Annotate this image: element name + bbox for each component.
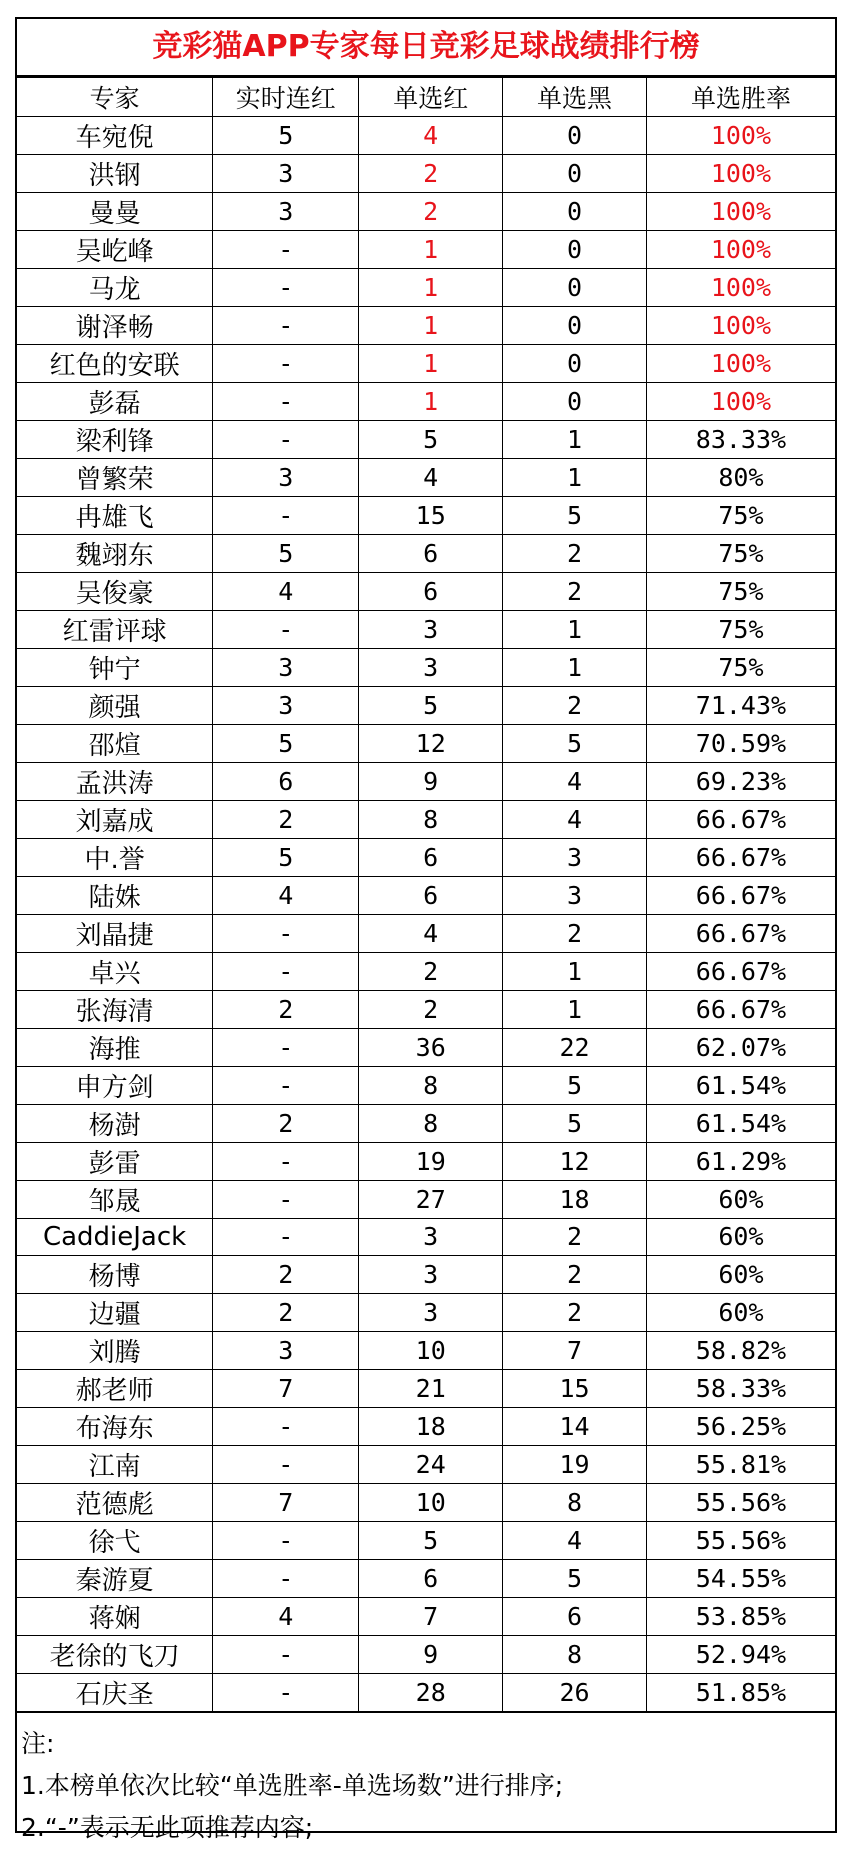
single-red-cell: 4 — [359, 915, 503, 953]
single-black-cell: 2 — [503, 1293, 647, 1331]
single-black-cell: 2 — [503, 687, 647, 725]
streak-cell: - — [213, 269, 359, 307]
win-rate-cell: 66.67% — [646, 991, 835, 1029]
single-black-cell: 8 — [503, 1635, 647, 1673]
win-rate-cell: 61.29% — [646, 1143, 835, 1181]
expert-name-cell: 卓兴 — [17, 953, 213, 991]
col-header-win-rate: 单选胜率 — [646, 78, 835, 117]
expert-name-cell: 吴屹峰 — [17, 231, 213, 269]
table-row — [17, 383, 835, 421]
single-black-cell: 2 — [503, 1255, 647, 1293]
expert-name-cell: 颜强 — [17, 687, 213, 725]
streak-cell: - — [213, 1067, 359, 1105]
expert-name-cell: 秦游夏 — [17, 1559, 213, 1597]
win-rate-cell: 69.23% — [646, 763, 835, 801]
single-red-cell: 3 — [359, 611, 503, 649]
single-red-cell: 3 — [359, 1293, 503, 1331]
expert-name-cell: 杨博 — [17, 1255, 213, 1293]
streak-cell: 3 — [213, 459, 359, 497]
table-row — [17, 1673, 835, 1712]
win-rate-cell: 80% — [646, 459, 835, 497]
win-rate-cell: 53.85% — [646, 1597, 835, 1635]
single-red-cell: 5 — [359, 687, 503, 725]
table-row — [17, 915, 835, 953]
single-black-cell: 1 — [503, 459, 647, 497]
expert-name-cell: 蒋娴 — [17, 1597, 213, 1635]
single-red-cell: 19 — [359, 1143, 503, 1181]
single-black-cell: 1 — [503, 953, 647, 991]
single-red-cell: 2 — [359, 953, 503, 991]
table-row — [17, 459, 835, 497]
single-black-cell: 2 — [503, 573, 647, 611]
single-red-cell: 4 — [359, 459, 503, 497]
single-red-cell: 2 — [359, 155, 503, 193]
single-red-cell: 4 — [359, 117, 503, 155]
table-row — [17, 877, 835, 915]
table-row — [17, 345, 835, 383]
table-row — [17, 1105, 835, 1143]
streak-cell: 6 — [213, 763, 359, 801]
table-row — [17, 307, 835, 345]
streak-cell: - — [213, 497, 359, 535]
expert-name-cell: 车宛倪 — [17, 117, 213, 155]
single-black-cell: 8 — [503, 1483, 647, 1521]
win-rate-cell: 75% — [646, 497, 835, 535]
single-red-cell: 3 — [359, 1219, 503, 1256]
table-row — [17, 801, 835, 839]
expert-name-cell: 邹晟 — [17, 1181, 213, 1219]
single-black-cell: 0 — [503, 383, 647, 421]
col-header-expert: 专家 — [17, 78, 213, 117]
single-black-cell: 4 — [503, 763, 647, 801]
single-red-cell: 6 — [359, 839, 503, 877]
single-black-cell: 19 — [503, 1445, 647, 1483]
expert-name-cell: 马龙 — [17, 269, 213, 307]
table-row — [17, 193, 835, 231]
table-row — [17, 1181, 835, 1219]
table-row — [17, 1331, 835, 1369]
expert-name-cell: 海推 — [17, 1029, 213, 1067]
expert-name-cell: 徐弋 — [17, 1521, 213, 1559]
table-row — [17, 1407, 835, 1445]
table-row — [17, 1445, 835, 1483]
table-row — [17, 497, 835, 535]
expert-name-cell: 老徐的飞刀 — [17, 1635, 213, 1673]
win-rate-cell: 70.59% — [646, 725, 835, 763]
expert-name-cell: 红色的安联 — [17, 345, 213, 383]
expert-name-cell: 邵煊 — [17, 725, 213, 763]
win-rate-cell: 51.85% — [646, 1673, 835, 1712]
expert-name-cell: 张海清 — [17, 991, 213, 1029]
table-row — [17, 953, 835, 991]
single-black-cell: 12 — [503, 1143, 647, 1181]
table-row — [17, 573, 835, 611]
expert-name-cell: 刘腾 — [17, 1331, 213, 1369]
table-row — [17, 763, 835, 801]
streak-cell: - — [213, 383, 359, 421]
single-black-cell: 5 — [503, 1067, 647, 1105]
table-body — [17, 117, 835, 1712]
single-black-cell: 2 — [503, 1219, 647, 1256]
single-red-cell: 18 — [359, 1407, 503, 1445]
single-red-cell: 6 — [359, 535, 503, 573]
single-red-cell: 36 — [359, 1029, 503, 1067]
streak-cell: 3 — [213, 193, 359, 231]
table-row — [17, 1369, 835, 1407]
win-rate-cell: 100% — [646, 269, 835, 307]
single-black-cell: 6 — [503, 1597, 647, 1635]
table-row — [17, 687, 835, 725]
table-row — [17, 155, 835, 193]
table-row — [17, 1635, 835, 1673]
streak-cell: 5 — [213, 725, 359, 763]
win-rate-cell: 62.07% — [646, 1029, 835, 1067]
single-red-cell: 9 — [359, 763, 503, 801]
streak-cell: 2 — [213, 1255, 359, 1293]
expert-name-cell: 中.誉 — [17, 839, 213, 877]
win-rate-cell: 56.25% — [646, 1407, 835, 1445]
table-row — [17, 1029, 835, 1067]
single-black-cell: 5 — [503, 725, 647, 763]
table-row — [17, 117, 835, 155]
win-rate-cell: 54.55% — [646, 1559, 835, 1597]
streak-cell: - — [213, 307, 359, 345]
single-red-cell: 5 — [359, 421, 503, 459]
single-black-cell: 5 — [503, 1105, 647, 1143]
streak-cell: - — [213, 1445, 359, 1483]
win-rate-cell: 66.67% — [646, 801, 835, 839]
table-row — [17, 231, 835, 269]
streak-cell: 3 — [213, 155, 359, 193]
win-rate-cell: 83.33% — [646, 421, 835, 459]
table-row — [17, 1597, 835, 1635]
win-rate-cell: 71.43% — [646, 687, 835, 725]
single-red-cell: 2 — [359, 193, 503, 231]
expert-name-cell: 曾繁荣 — [17, 459, 213, 497]
streak-cell: 2 — [213, 1105, 359, 1143]
single-black-cell: 2 — [503, 915, 647, 953]
single-red-cell: 1 — [359, 231, 503, 269]
streak-cell: 7 — [213, 1483, 359, 1521]
single-black-cell: 1 — [503, 649, 647, 687]
single-red-cell: 3 — [359, 1255, 503, 1293]
expert-name-cell: 范德彪 — [17, 1483, 213, 1521]
expert-name-cell: 孟洪涛 — [17, 763, 213, 801]
expert-name-cell: 申方剑 — [17, 1067, 213, 1105]
table-row — [17, 611, 835, 649]
single-red-cell: 10 — [359, 1331, 503, 1369]
streak-cell: 2 — [213, 801, 359, 839]
single-red-cell: 5 — [359, 1521, 503, 1559]
streak-cell: 7 — [213, 1369, 359, 1407]
notes-line-2: 2.“-”表示无此项推荐内容; — [21, 1812, 314, 1842]
expert-name-cell: 洪钢 — [17, 155, 213, 193]
win-rate-cell: 100% — [646, 117, 835, 155]
win-rate-cell: 100% — [646, 345, 835, 383]
table-row — [17, 839, 835, 877]
single-black-cell: 4 — [503, 801, 647, 839]
streak-cell: - — [213, 1673, 359, 1712]
streak-cell: - — [213, 1521, 359, 1559]
win-rate-cell: 100% — [646, 307, 835, 345]
win-rate-cell: 66.67% — [646, 839, 835, 877]
single-red-cell: 6 — [359, 877, 503, 915]
win-rate-cell: 100% — [646, 231, 835, 269]
win-rate-cell: 60% — [646, 1181, 835, 1219]
table-row — [17, 1521, 835, 1559]
single-black-cell: 1 — [503, 611, 647, 649]
win-rate-cell: 66.67% — [646, 953, 835, 991]
streak-cell: 4 — [213, 877, 359, 915]
streak-cell: - — [213, 1219, 359, 1256]
table-row — [17, 1255, 835, 1293]
win-rate-cell: 75% — [646, 649, 835, 687]
win-rate-cell: 60% — [646, 1255, 835, 1293]
single-red-cell: 27 — [359, 1181, 503, 1219]
notes-line-1: 1.本榜单依次比较“单选胜率-单选场数”进行排序; — [21, 1770, 564, 1800]
single-black-cell: 4 — [503, 1521, 647, 1559]
single-black-cell: 0 — [503, 269, 647, 307]
expert-name-cell: 彭雷 — [17, 1143, 213, 1181]
table-row — [17, 1293, 835, 1331]
expert-name-cell: 谢泽畅 — [17, 307, 213, 345]
win-rate-cell: 60% — [646, 1293, 835, 1331]
win-rate-cell: 55.56% — [646, 1483, 835, 1521]
single-red-cell: 15 — [359, 497, 503, 535]
single-black-cell: 5 — [503, 1559, 647, 1597]
win-rate-cell: 58.82% — [646, 1331, 835, 1369]
expert-name-cell: 石庆圣 — [17, 1673, 213, 1712]
table-row — [17, 421, 835, 459]
table-row — [17, 1143, 835, 1181]
single-black-cell: 18 — [503, 1181, 647, 1219]
single-red-cell: 1 — [359, 269, 503, 307]
streak-cell: 2 — [213, 991, 359, 1029]
expert-name-cell: 梁利锋 — [17, 421, 213, 459]
table-header-row — [17, 78, 835, 117]
streak-cell: - — [213, 1143, 359, 1181]
streak-cell: 3 — [213, 687, 359, 725]
streak-cell: - — [213, 1635, 359, 1673]
streak-cell: 2 — [213, 1293, 359, 1331]
single-black-cell: 15 — [503, 1369, 647, 1407]
single-black-cell: 1 — [503, 421, 647, 459]
streak-cell: - — [213, 1407, 359, 1445]
single-black-cell: 0 — [503, 193, 647, 231]
col-header-single-black: 单选黑 — [503, 78, 647, 117]
ranking-sheet — [15, 17, 837, 1842]
win-rate-cell: 61.54% — [646, 1105, 835, 1143]
expert-name-cell: 布海东 — [17, 1407, 213, 1445]
single-red-cell: 2 — [359, 991, 503, 1029]
single-black-cell: 26 — [503, 1673, 647, 1712]
table-row — [17, 1559, 835, 1597]
win-rate-cell: 60% — [646, 1219, 835, 1256]
streak-cell: - — [213, 611, 359, 649]
single-black-cell: 0 — [503, 155, 647, 193]
win-rate-cell: 66.67% — [646, 877, 835, 915]
win-rate-cell: 100% — [646, 383, 835, 421]
streak-cell: 4 — [213, 573, 359, 611]
streak-cell: - — [213, 1029, 359, 1067]
single-black-cell: 2 — [503, 535, 647, 573]
single-red-cell: 1 — [359, 345, 503, 383]
table-row — [17, 649, 835, 687]
single-black-cell: 7 — [503, 1331, 647, 1369]
single-black-cell: 14 — [503, 1407, 647, 1445]
single-black-cell: 3 — [503, 839, 647, 877]
win-rate-cell: 58.33% — [646, 1369, 835, 1407]
streak-cell: 4 — [213, 1597, 359, 1635]
single-black-cell: 3 — [503, 877, 647, 915]
win-rate-cell: 75% — [646, 573, 835, 611]
win-rate-cell: 52.94% — [646, 1635, 835, 1673]
col-header-single-red: 单选红 — [359, 78, 503, 117]
single-black-cell: 0 — [503, 231, 647, 269]
table-row — [17, 1067, 835, 1105]
single-red-cell: 8 — [359, 1067, 503, 1105]
expert-name-cell: CaddieJack — [17, 1219, 213, 1256]
notes-heading: 注: — [21, 1728, 55, 1758]
streak-cell: - — [213, 345, 359, 383]
single-red-cell: 8 — [359, 1105, 503, 1143]
streak-cell: - — [213, 231, 359, 269]
single-black-cell: 22 — [503, 1029, 647, 1067]
expert-name-cell: 钟宁 — [17, 649, 213, 687]
single-red-cell: 1 — [359, 383, 503, 421]
single-red-cell: 12 — [359, 725, 503, 763]
single-red-cell: 8 — [359, 801, 503, 839]
streak-cell: 5 — [213, 839, 359, 877]
single-black-cell: 1 — [503, 991, 647, 1029]
single-red-cell: 24 — [359, 1445, 503, 1483]
table-row — [17, 991, 835, 1029]
expert-name-cell: 魏翊东 — [17, 535, 213, 573]
streak-cell: - — [213, 421, 359, 459]
ranking-table — [17, 77, 835, 1713]
col-header-streak: 实时连红 — [213, 78, 359, 117]
notes — [17, 1713, 835, 1849]
win-rate-cell: 100% — [646, 193, 835, 231]
single-red-cell: 21 — [359, 1369, 503, 1407]
streak-cell: - — [213, 915, 359, 953]
single-red-cell: 1 — [359, 307, 503, 345]
expert-name-cell: 红雷评球 — [17, 611, 213, 649]
streak-cell: 5 — [213, 535, 359, 573]
single-red-cell: 6 — [359, 1559, 503, 1597]
win-rate-cell: 75% — [646, 611, 835, 649]
single-red-cell: 10 — [359, 1483, 503, 1521]
win-rate-cell: 66.67% — [646, 915, 835, 953]
streak-cell: - — [213, 1181, 359, 1219]
single-red-cell: 9 — [359, 1635, 503, 1673]
streak-cell: - — [213, 953, 359, 991]
table-row — [17, 1219, 835, 1256]
expert-name-cell: 杨澍 — [17, 1105, 213, 1143]
table-row — [17, 1483, 835, 1521]
expert-name-cell: 刘晶捷 — [17, 915, 213, 953]
table-row — [17, 269, 835, 307]
streak-cell: 5 — [213, 117, 359, 155]
single-black-cell: 0 — [503, 345, 647, 383]
table-row — [17, 725, 835, 763]
win-rate-cell: 55.56% — [646, 1521, 835, 1559]
single-black-cell: 0 — [503, 117, 647, 155]
win-rate-cell: 55.81% — [646, 1445, 835, 1483]
single-black-cell: 0 — [503, 307, 647, 345]
expert-name-cell: 吴俊豪 — [17, 573, 213, 611]
expert-name-cell: 郝老师 — [17, 1369, 213, 1407]
page-title: 竞彩猫APP专家每日竞彩足球战绩排行榜 — [17, 19, 835, 77]
expert-name-cell: 冉雄飞 — [17, 497, 213, 535]
expert-name-cell: 曼曼 — [17, 193, 213, 231]
streak-cell: 3 — [213, 649, 359, 687]
table-row — [17, 535, 835, 573]
win-rate-cell: 75% — [646, 535, 835, 573]
single-black-cell: 5 — [503, 497, 647, 535]
expert-name-cell: 彭磊 — [17, 383, 213, 421]
single-red-cell: 28 — [359, 1673, 503, 1712]
expert-name-cell: 陆姝 — [17, 877, 213, 915]
expert-name-cell: 江南 — [17, 1445, 213, 1483]
expert-name-cell: 刘嘉成 — [17, 801, 213, 839]
streak-cell: - — [213, 1559, 359, 1597]
single-red-cell: 6 — [359, 573, 503, 611]
single-red-cell: 7 — [359, 1597, 503, 1635]
single-red-cell: 3 — [359, 649, 503, 687]
expert-name-cell: 边疆 — [17, 1293, 213, 1331]
win-rate-cell: 61.54% — [646, 1067, 835, 1105]
win-rate-cell: 100% — [646, 155, 835, 193]
streak-cell: 3 — [213, 1331, 359, 1369]
